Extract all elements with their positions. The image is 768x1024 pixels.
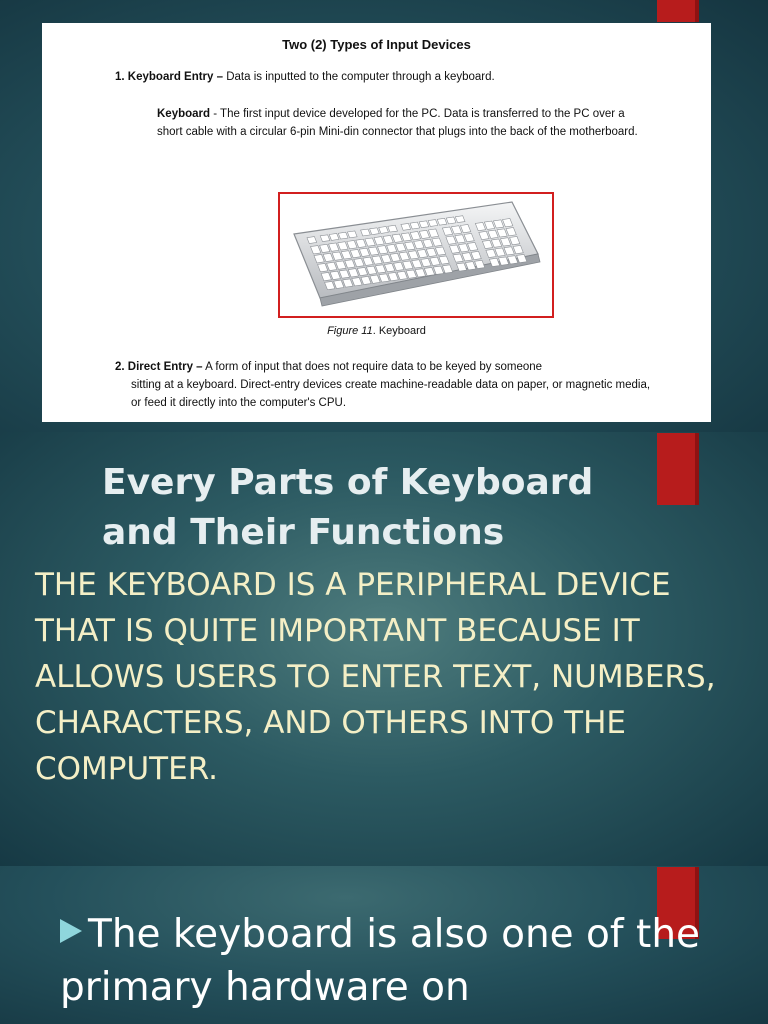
bullet-text: The keyboard is also one of the primary hardware on bbox=[60, 912, 701, 1010]
doc-item-direct-entry bbox=[115, 358, 655, 412]
slide-keyboard-parts bbox=[0, 432, 768, 866]
doc-item2-text-b: sitting at a keyboard. Direct-entry devices create machine-readable data on paper, or magnetic media, or feed it directly into the computer's CPU. bbox=[131, 379, 651, 409]
doc-item2-num: 2. bbox=[115, 361, 125, 373]
keyboard-illustration-icon bbox=[280, 194, 552, 316]
doc-item1-text: Data is inputted to the computer through a keyboard. bbox=[223, 71, 495, 83]
bullet-item bbox=[60, 908, 720, 1014]
doc-item-keyboard-entry bbox=[115, 71, 495, 83]
heading-line-2: and Their Functions bbox=[102, 512, 505, 553]
doc-keyboard-paragraph bbox=[157, 105, 647, 141]
doc-item2-text-a: A form of input that does not require data to be keyed by someone bbox=[202, 361, 543, 373]
slide-bullet bbox=[0, 866, 768, 1024]
slide-heading bbox=[102, 458, 702, 558]
doc-figure-label: Figure 11 bbox=[327, 325, 373, 337]
doc-figure-caption-text: . Keyboard bbox=[372, 325, 426, 337]
doc-figure-caption bbox=[42, 325, 711, 337]
doc-keyboard-text: - The first input device developed for the PC. Data is transferred to the PC over a short cable with a circular 6-pin Mini-din connector that plugs into the back of the motherboard. bbox=[157, 108, 638, 138]
doc-item1-term: Keyboard Entry – bbox=[127, 71, 224, 83]
doc-item2-term: Direct Entry – bbox=[127, 361, 203, 373]
slide-body-text: THE KEYBOARD IS A PERIPHERAL DEVICE THAT IS QUITE IMPORTANT BECAUSE IT ALLOWS USERS TO ENTER TEXT, NUMBERS, CHARACTERS, AND OTHERS INTO THE COMPUTER. bbox=[35, 567, 716, 787]
keyboard-figure bbox=[278, 192, 554, 318]
document-image bbox=[42, 23, 711, 422]
slide-document bbox=[0, 0, 768, 432]
doc-item1-num: 1. bbox=[115, 71, 125, 83]
doc-keyboard-term: Keyboard bbox=[157, 108, 211, 120]
triangle-bullet-icon bbox=[60, 919, 82, 943]
accent-bar bbox=[657, 0, 699, 22]
doc-title: Two (2) Types of Input Devices bbox=[282, 37, 471, 52]
heading-line-1: Every Parts of Keyboard bbox=[102, 462, 594, 503]
